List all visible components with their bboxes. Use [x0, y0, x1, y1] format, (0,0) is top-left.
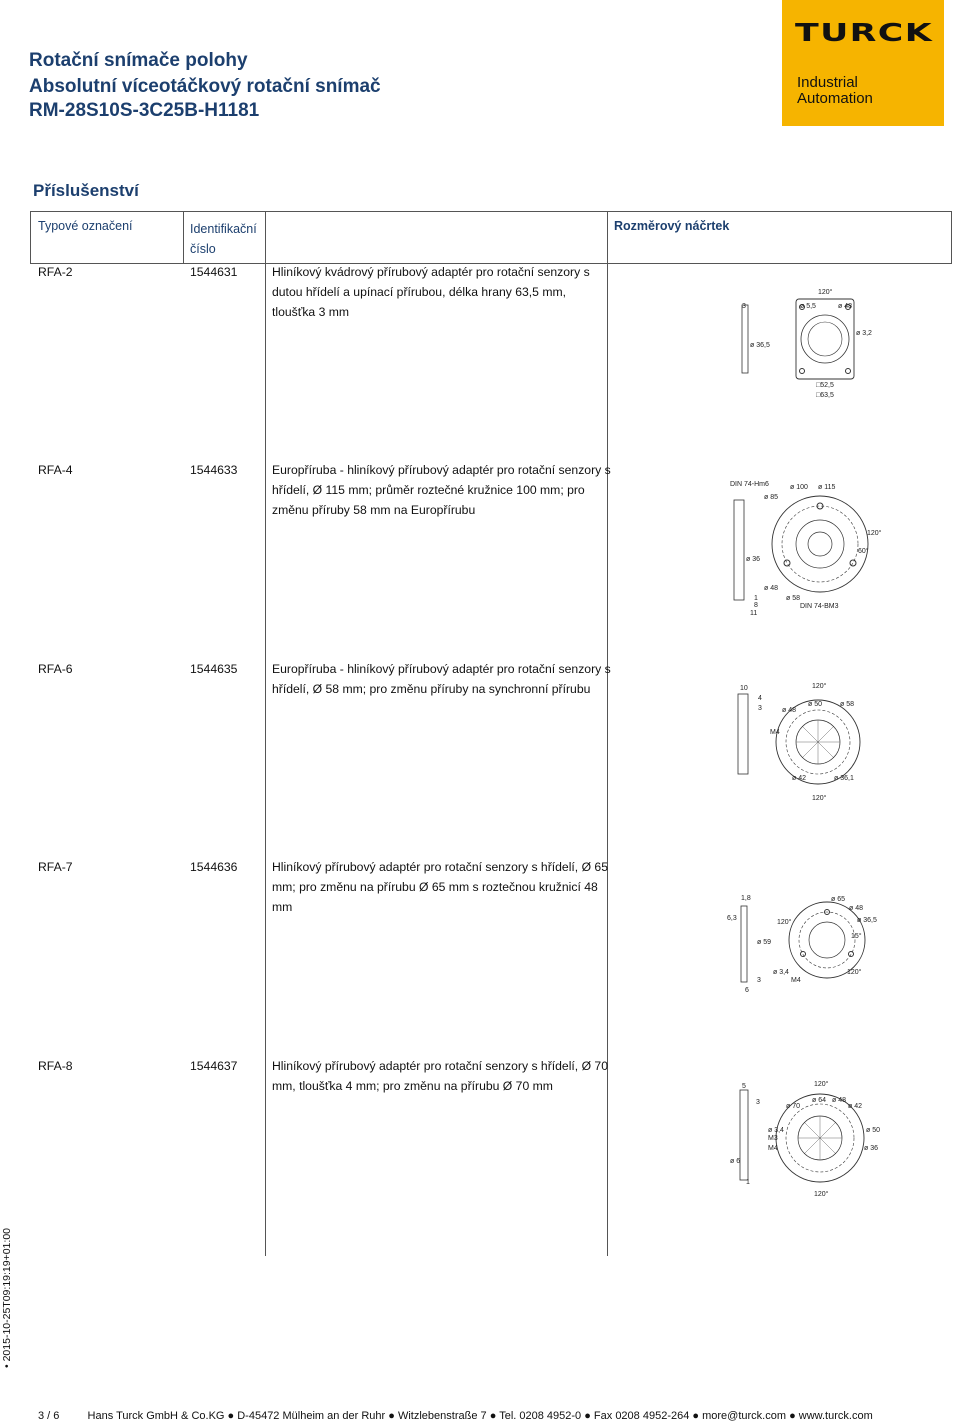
footer-separator: ●: [489, 1410, 500, 1422]
dim-label: ø 3,2: [856, 330, 872, 337]
dimension-drawing-rfa-7: [727, 892, 882, 1002]
footer-street: Witzlebenstraße 7: [397, 1410, 487, 1422]
dim-label: 120°: [812, 683, 827, 690]
row-type: RFA-6: [38, 662, 73, 676]
row-id: 1544631: [190, 265, 238, 279]
dim-label: 6: [745, 987, 749, 994]
page-footer: [38, 1410, 873, 1422]
dim-label: 60°: [858, 548, 869, 555]
footer-web[interactable]: www.turck.com: [798, 1410, 873, 1422]
dim-label: 6,3: [727, 915, 737, 922]
dim-label: 1: [746, 1179, 750, 1186]
print-date-value: 2015-10-25T09:19:19+01:00: [1, 1228, 13, 1362]
dim-label: 3: [756, 1099, 760, 1106]
brand-line-industrial: Industrial: [797, 74, 858, 91]
dim-label: 120°: [867, 530, 882, 537]
dim-label: 120°: [777, 919, 792, 926]
row-type: RFA-2: [38, 265, 73, 279]
section-title: Příslušenství: [33, 181, 139, 200]
dim-label: ø 36,5: [750, 342, 770, 349]
dim-label: ø 6: [730, 1158, 741, 1165]
row-id: 1544636: [190, 860, 238, 874]
dim-label: ø 58: [786, 595, 801, 602]
table-divider: [607, 211, 608, 1256]
row-type: RFA-8: [38, 1059, 73, 1073]
table-divider: [951, 211, 952, 263]
dim-label: 120°: [818, 289, 833, 296]
dim-label: ø 58: [840, 701, 855, 708]
footer-email[interactable]: more@turck.com: [702, 1410, 787, 1422]
dim-label: ø 100: [790, 484, 808, 491]
dim-label: DIN 74-BM3: [800, 603, 839, 610]
dimension-drawing-rfa-2: [730, 285, 880, 410]
dim-label: ø 36,1: [834, 775, 854, 782]
dim-label: 3: [742, 303, 746, 310]
table-divider: [183, 211, 184, 263]
print-date-bullet: •: [1, 1361, 13, 1368]
print-date: [1, 1228, 13, 1368]
row-id: 1544635: [190, 662, 238, 676]
dim-label: 120°: [814, 1191, 829, 1198]
dim-label: ø 50: [866, 1127, 881, 1134]
dim-label: ø 36: [746, 556, 761, 563]
footer-fax: Fax 0208 4952-264: [593, 1410, 690, 1422]
dim-label: M4: [791, 977, 801, 984]
dim-label: 10: [740, 685, 748, 692]
dim-label: ø 36: [864, 1145, 879, 1152]
row-id: 1544637: [190, 1059, 238, 1073]
dim-label: ø 48: [782, 707, 797, 714]
turck-logo-mark: [795, 16, 933, 46]
dim-label: M4: [768, 1145, 778, 1152]
dimension-drawing-rfa-6: [736, 680, 866, 810]
dim-label: ø 48: [764, 585, 779, 592]
footer-separator: ●: [227, 1410, 238, 1422]
turck-logo: [795, 16, 933, 53]
doc-title-line2: Absolutní víceotáčkový rotační snímač: [29, 76, 381, 97]
row-description: Hliníkový přírubový adaptér pro rotační senzory s hřídelí, Ø 65 mm; pro změnu na přírubu Ø 65 mm s roztečnou kružnicí 48 mm: [272, 860, 608, 914]
col-header-type: Typové označení: [38, 219, 133, 233]
dim-label: ø 42: [848, 1103, 863, 1110]
dim-label: 4: [758, 695, 762, 702]
dim-label: M3: [768, 1135, 778, 1142]
dim-label: 1,8: [741, 895, 751, 902]
row-description: Europříruba - hliníkový přírubový adaptér pro rotační senzory s hřídelí, Ø 115 mm; průměr roztečné kružnice 100 mm; pro změnu příruby 58 mm na Europřírubu: [272, 463, 611, 517]
dim-label: 5: [742, 1083, 746, 1090]
dim-label: ø 5,5: [800, 303, 816, 310]
dim-label: ø 48: [838, 303, 853, 310]
footer-address: D-45472 Mülheim an der Ruhr: [237, 1410, 386, 1422]
dimension-drawing-rfa-8: [730, 1076, 880, 1206]
dim-label: ø 65: [831, 896, 846, 903]
footer-separator: ●: [789, 1410, 799, 1422]
dim-label: □52,5: [816, 382, 834, 389]
dim-label: 120°: [812, 795, 827, 802]
dim-label: ø 42: [792, 775, 807, 782]
footer-separator: ●: [584, 1410, 594, 1422]
row-description: Hliníkový kvádrový přírubový adaptér pro rotační senzory s dutou hřídelí a upínací přírubou, délka hrany 63,5 mm, tloušťka 3 mm: [272, 265, 590, 319]
dim-label: ø 70: [786, 1103, 801, 1110]
footer-separator: ●: [692, 1410, 703, 1422]
dim-label: ø 85: [764, 494, 779, 501]
dim-label: 3: [757, 977, 761, 984]
table-divider: [265, 211, 266, 1256]
page-number: 3 / 6: [38, 1410, 60, 1422]
dim-label: ø 3,4: [768, 1127, 784, 1134]
col-header-id: Identifikační číslo: [190, 222, 257, 256]
dim-label: 3: [758, 705, 762, 712]
turck-logo-text: TURCK: [795, 18, 933, 46]
dim-label: DIN 74-Hm6: [730, 481, 769, 488]
table-divider: [30, 211, 31, 263]
dim-label: ø 64: [812, 1097, 827, 1104]
dim-label: ø 115: [818, 484, 836, 491]
dim-label: ø 48: [849, 905, 864, 912]
dim-label: 120°: [847, 969, 862, 976]
dim-label: 1: [754, 595, 758, 602]
dim-label: ø 50: [808, 701, 823, 708]
brand-line-automation: Automation: [797, 90, 873, 107]
doc-title-line1: Rotační snímače polohy: [29, 50, 248, 71]
row-type: RFA-4: [38, 463, 73, 477]
dim-label: 11: [750, 610, 758, 617]
dimension-drawing-rfa-4: [728, 478, 893, 623]
dim-label: ø 59: [757, 939, 772, 946]
footer-company: Hans Turck GmbH & Co.KG: [87, 1410, 225, 1422]
dim-label: 8: [754, 602, 758, 609]
dim-label: M4: [770, 729, 780, 736]
dim-label: 120°: [814, 1081, 829, 1088]
doc-title-line3: RM-28S10S-3C25B-H1181: [29, 100, 260, 121]
col-header-drawing: Rozměrový náčrtek: [614, 219, 730, 233]
footer-tel: Tel. 0208 4952-0: [499, 1410, 582, 1422]
row-type: RFA-7: [38, 860, 73, 874]
row-description: Hliníkový přírubový adaptér pro rotační senzory s hřídelí, Ø 70 mm, tloušťka 4 mm; pro změnu na přírubu Ø 70 mm: [272, 1059, 608, 1093]
dim-label: ø 3,4: [773, 969, 789, 976]
dim-label: □63,5: [816, 392, 834, 399]
dim-label: ø 48: [832, 1097, 847, 1104]
footer-separator: ●: [388, 1410, 398, 1422]
dim-label: 15°: [851, 933, 862, 940]
row-id: 1544633: [190, 463, 238, 477]
row-description: Europříruba - hliníkový přírubový adaptér pro rotační senzory s hřídelí, Ø 58 mm; pro změnu příruby na synchronní přírubu: [272, 662, 611, 696]
dim-label: ø 36,5: [857, 917, 877, 924]
